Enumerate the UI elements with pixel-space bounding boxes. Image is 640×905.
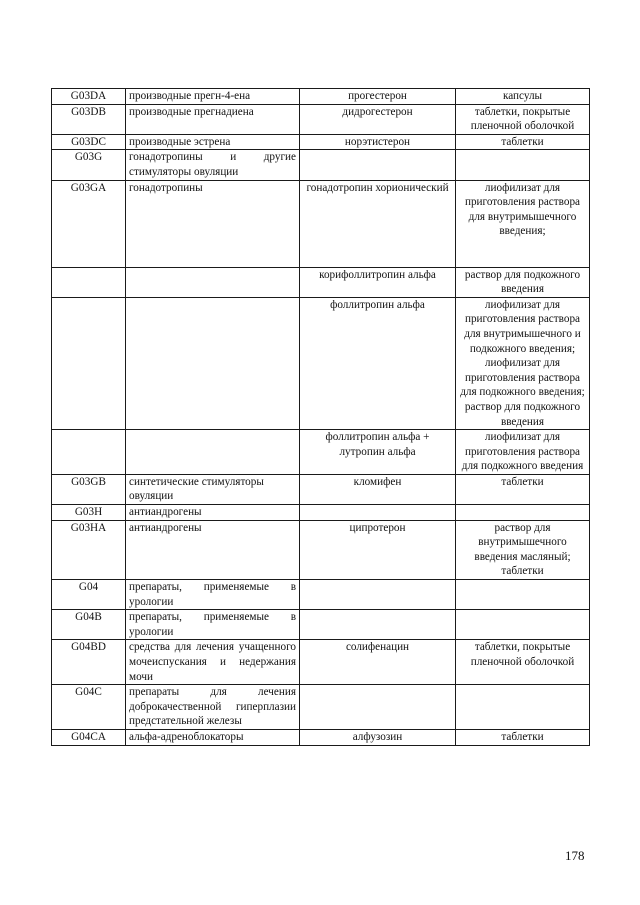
atc-code <box>52 297 126 429</box>
atc-code: G04 <box>52 580 126 610</box>
drug-name: дидрогестерон <box>300 104 456 134</box>
dosage-form: капсулы <box>456 89 590 105</box>
dosage-form: раствор для подкожного введения <box>456 267 590 297</box>
drug-name: кломифен <box>300 474 456 504</box>
atc-code <box>52 267 126 297</box>
drug-name: фоллитропин альфа <box>300 297 456 429</box>
atc-code: G04BD <box>52 640 126 685</box>
group-name: препараты, применяемые в урологии <box>126 610 300 640</box>
drug-name: солифенацин <box>300 640 456 685</box>
atc-code: G03GA <box>52 180 126 267</box>
atc-code <box>52 430 126 475</box>
group-name: препараты, применяемые в урологии <box>126 580 300 610</box>
table-row <box>52 180 590 267</box>
group-name: средства для лечения учащенного мочеиспускания и недержания мочи <box>126 640 300 685</box>
dosage-form: таблетки <box>456 729 590 745</box>
group-name: гонадотропины <box>126 180 300 267</box>
table-row <box>52 640 590 685</box>
dosage-form: лиофилизат для приготовления раствора для внутримышечного и подкожного введения; лиофилизат для приготовления раствора для подкожного введения; раствор для подкожного введения <box>456 297 590 429</box>
table-row <box>52 505 590 521</box>
dosage-form: таблетки, покрытые пленочной оболочкой <box>456 640 590 685</box>
drug-name <box>300 580 456 610</box>
atc-code: G03G <box>52 150 126 180</box>
group-name: альфа-адреноблокаторы <box>126 729 300 745</box>
atc-code: G03DA <box>52 89 126 105</box>
table-row <box>52 150 590 180</box>
dosage-form <box>456 685 590 730</box>
table-row <box>52 520 590 579</box>
drug-name <box>300 505 456 521</box>
group-name: гонадотропины и другие стимуляторы овуляции <box>126 150 300 180</box>
atc-code: G04C <box>52 685 126 730</box>
dosage-form: раствор для внутримышечного введения масляный; таблетки <box>456 520 590 579</box>
drug-name: корифоллитропин альфа <box>300 267 456 297</box>
dosage-form: таблетки <box>456 134 590 150</box>
page-number: 178 <box>565 848 585 863</box>
dosage-form <box>456 505 590 521</box>
dosage-form: лиофилизат для приготовления раствора для внутримышечного введения; <box>456 180 590 267</box>
group-name: антиандрогены <box>126 505 300 521</box>
drug-name <box>300 150 456 180</box>
table-row <box>52 267 590 297</box>
group-name <box>126 430 300 475</box>
group-name: производные прегнадиена <box>126 104 300 134</box>
drug-name: алфузозин <box>300 729 456 745</box>
group-name <box>126 267 300 297</box>
drug-name: фоллитропин альфа + лутропин альфа <box>300 430 456 475</box>
drug-table <box>51 88 590 746</box>
atc-code: G03DC <box>52 134 126 150</box>
dosage-form: лиофилизат для приготовления раствора для подкожного введения <box>456 430 590 475</box>
dosage-form <box>456 580 590 610</box>
table-row <box>52 104 590 134</box>
drug-name: гонадотропин хорионический <box>300 180 456 267</box>
group-name: препараты для лечения доброкачественной гиперплазии предстательной железы <box>126 685 300 730</box>
atc-code: G03GB <box>52 474 126 504</box>
atc-code: G03H <box>52 505 126 521</box>
atc-code: G04CA <box>52 729 126 745</box>
drug-name: норэтистерон <box>300 134 456 150</box>
group-name <box>126 297 300 429</box>
table-row <box>52 685 590 730</box>
dosage-form: таблетки <box>456 474 590 504</box>
atc-code: G04B <box>52 610 126 640</box>
table-row <box>52 729 590 745</box>
drug-name <box>300 610 456 640</box>
group-name: производные эстрена <box>126 134 300 150</box>
table-row <box>52 430 590 475</box>
group-name: производные прегн-4-ена <box>126 89 300 105</box>
dosage-form <box>456 610 590 640</box>
group-name: синтетические стимуляторы овуляции <box>126 474 300 504</box>
group-name: антиандрогены <box>126 520 300 579</box>
table-row <box>52 297 590 429</box>
drug-name: ципротерон <box>300 520 456 579</box>
table-row <box>52 474 590 504</box>
atc-code: G03DB <box>52 104 126 134</box>
table-row <box>52 610 590 640</box>
table-row <box>52 89 590 105</box>
dosage-form: таблетки, покрытые пленочной оболочкой <box>456 104 590 134</box>
atc-code: G03HA <box>52 520 126 579</box>
drug-name: прогестерон <box>300 89 456 105</box>
drug-name <box>300 685 456 730</box>
table-row <box>52 580 590 610</box>
dosage-form <box>456 150 590 180</box>
table-row <box>52 134 590 150</box>
